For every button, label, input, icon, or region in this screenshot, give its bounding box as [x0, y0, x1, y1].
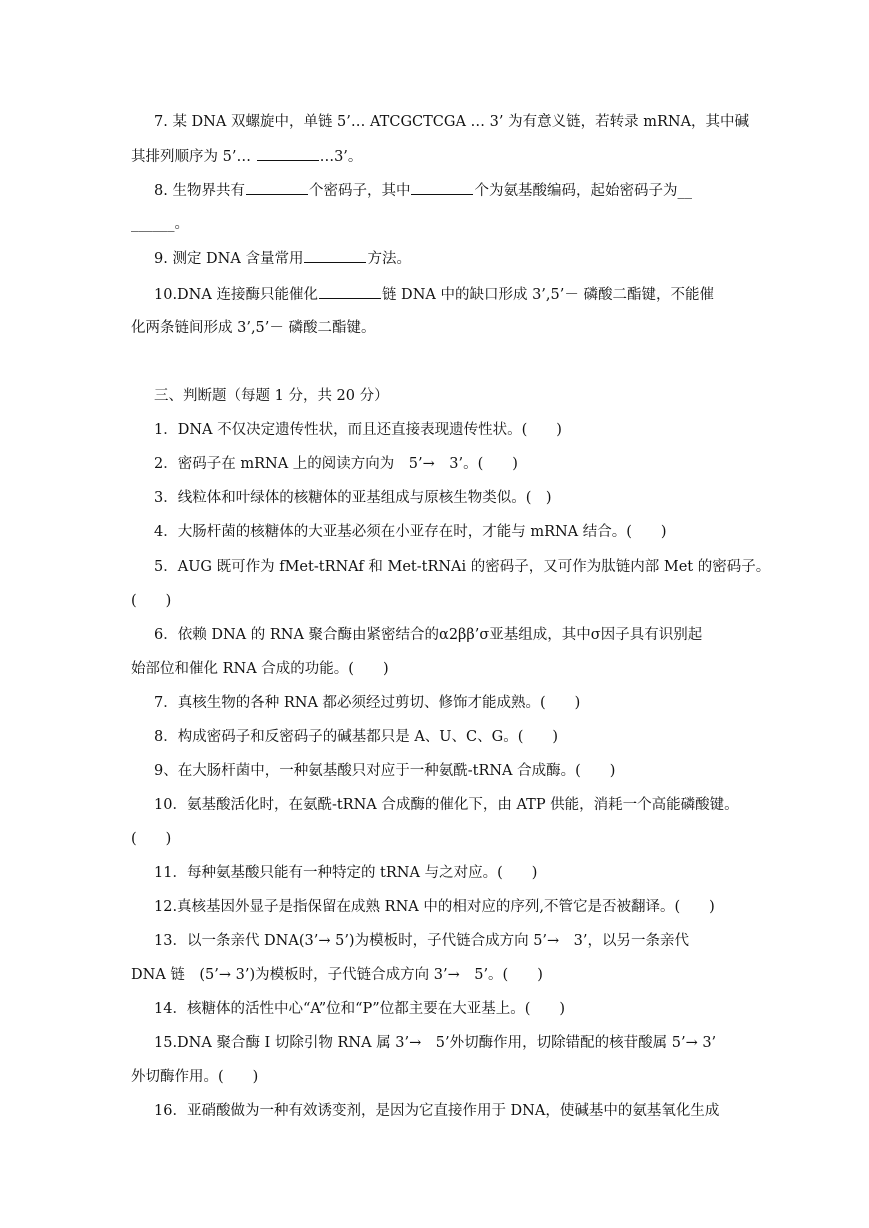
question-7-line-2 — [131, 146, 362, 167]
question-10-line-2: 化两条链间形成 3’,5’－ 磷酸二酯键。 — [131, 320, 376, 336]
tf-line: 9、在大肠杆菌中，一种氨基酸只对应于一种氨酰-tRNA 合成酶。( ) — [154, 763, 616, 779]
question-8-text-b: 个密码子，其中 — [308, 183, 411, 199]
tf-line: 8．构成密码子和反密码子的碱基都只是 A、U、C、G。( ) — [154, 729, 559, 745]
tf-line: 10．氨基酸活化时，在氨酰-tRNA 合成酶的催化下，由 ATP 供能，消耗一个高能磷酸键。 — [154, 797, 739, 813]
tf-line: 外切酶作用。( ) — [131, 1069, 259, 1085]
tf-line: 13．以一条亲代 DNA(3’→ 5’)为模板时，子代链合成方向 5’→ 3’，以另一条亲代 — [154, 933, 690, 949]
tf-line: 始部位和催化 RNA 合成的功能。( ) — [131, 661, 389, 677]
tf-line: DNA 链 (5’→ 3’)为模板时，子代链合成方向 3’→ 5’。( ) — [131, 967, 543, 983]
answer-blank[interactable] — [246, 180, 308, 195]
tf-line: 3．线粒体和叶绿体的核糖体的亚基组成与原核生物类似。( ) — [154, 490, 552, 506]
tf-line: 5．AUG 既可作为 fMet-tRNAf 和 Met-tRNAi 的密码子，又可作为肽链内部 Met 的密码子。 — [154, 559, 771, 575]
question-10-text-a: 10.DNA 连接酶只能催化 — [154, 287, 318, 303]
tf-line: 4．大肠杆菌的核糖体的大亚基必须在小亚存在时，才能与 mRNA 结合。( ) — [154, 524, 667, 540]
question-8-line-2: ______。 — [131, 216, 189, 232]
question-9 — [154, 248, 411, 269]
tf-line: ( ) — [131, 831, 172, 847]
question-8-text-c: 个为氨基酸编码，起始密码子为__ — [474, 183, 692, 199]
question-8-line-1 — [154, 180, 692, 201]
answer-blank[interactable] — [304, 248, 366, 263]
tf-line: 7．真核生物的各种 RNA 都必须经过剪切、修饰才能成熟。( ) — [154, 695, 581, 711]
tf-line: 6．依赖 DNA 的 RNA 聚合酶由紧密结合的α2ββ’σ亚基组成，其中σ因子具有识别起 — [154, 627, 703, 643]
tf-line: 15.DNA 聚合酶 I 切除引物 RNA 属 3’→ 5’外切酶作用，切除错配的核苷酸属 5’→ 3’ — [154, 1035, 717, 1051]
tf-line: 2．密码子在 mRNA 上的阅读方向为 5’→ 3’。( ) — [154, 456, 518, 472]
tf-line: 11．每种氨基酸只能有一种特定的 tRNA 与之对应。( ) — [154, 865, 538, 881]
question-8-text-a: 8. 生物界共有 — [154, 183, 245, 199]
tf-line: 12.真核基因外显子是指保留在成熟 RNA 中的相对应的序列,不管它是否被翻译。( ) — [154, 899, 715, 915]
tf-line: 14．核糖体的活性中心“A”位和“P”位都主要在大亚基上。( ) — [154, 1001, 566, 1017]
answer-blank[interactable] — [257, 146, 319, 161]
question-7-text-b: …3’。 — [319, 149, 363, 165]
answer-blank[interactable] — [319, 284, 381, 299]
question-9-text-b: 方法。 — [367, 251, 411, 267]
answer-blank[interactable] — [411, 180, 473, 195]
question-7-text-a: 其排列顺序为 5’… — [131, 149, 251, 165]
question-7-line-1: 7. 某 DNA 双螺旋中，单链 5’… ATCGCTCGA … 3’ 为有意义链，若转录 mRNA，其中碱 — [154, 114, 750, 130]
tf-line: ( ) — [131, 593, 172, 609]
tf-line: 16．亚硝酸做为一种有效诱变剂，是因为它直接作用于 DNA，使碱基中的氨基氧化生成 — [154, 1103, 720, 1119]
question-9-text-a: 9. 测定 DNA 含量常用 — [154, 251, 304, 267]
question-10-line-1 — [154, 284, 714, 305]
question-10-text-b: 链 DNA 中的缺口形成 3’,5’－ 磷酸二酯键，不能催 — [381, 287, 714, 303]
section-heading: 三、判断题（每题 1 分，共 20 分） — [154, 388, 389, 404]
tf-line: 1．DNA 不仅决定遗传性状，而且还直接表现遗传性状。( ) — [154, 422, 562, 438]
